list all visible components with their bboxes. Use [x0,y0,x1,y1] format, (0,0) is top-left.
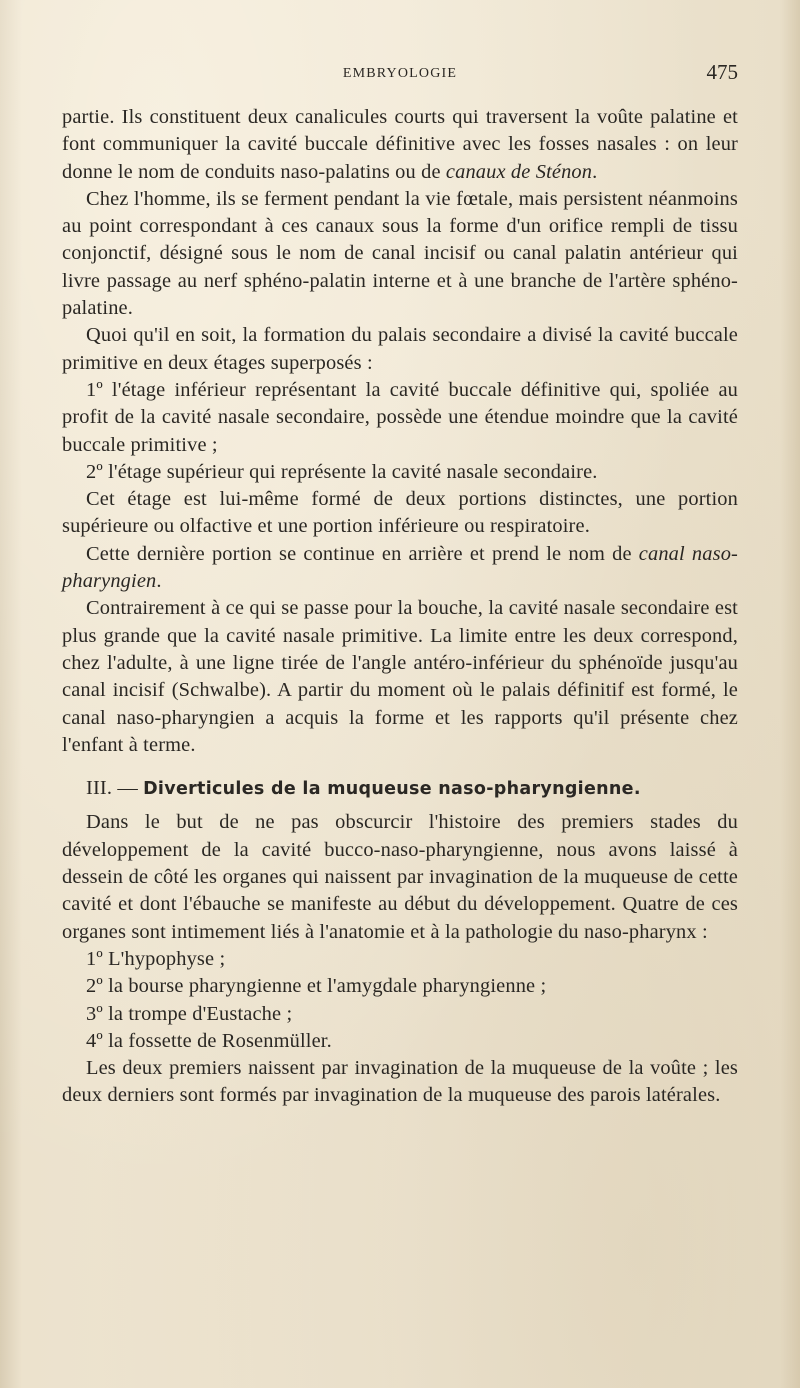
paragraph-5: 2º l'étage supérieur qui représente la cavité nasale secondaire. [86,460,598,483]
paragraph-7-end: . [156,570,162,593]
paragraph-1-text: partie. Ils constituent deux canalicules courts qui traversent la voûte palatine et font communiquer la cavité buccale définitive avec les fosses nasales : on leur donne le nom de conduits naso-palatins ou de [62,106,738,183]
list-item: 1º L'hypophyse ; [86,947,226,970]
body-text [62,104,738,1110]
paragraph-7-text: Cette dernière portion se continue en arrière et prend le nom de [86,542,639,565]
page-header [62,60,738,90]
section-number: III. — [86,777,138,800]
paragraph-2: Chez l'homme, ils se ferment pendant la vie fœtale, mais persistent néanmoins au point correspondant à ces canaux sous la forme d'un orifice rempli de tissu conjonctif, désigné sous le nom de canal incisif ou canal palatin antérieur qui livre passage au nerf sphéno-palatin interne et à une branche de l'artère sphéno-palatine. [62,187,738,320]
paragraph-3: Quoi qu'il en soit, la formation du palais secondaire a divisé la cavité buccale primitive en deux étages superposés : [62,324,738,374]
section-intro-paragraph: Dans le but de ne pas obscurcir l'histoire des premiers stades du développement de la cavité bucco-naso-pharyngienne, nous avons laissé à dessein de côté les organes qui naissent par invagination de la muqueuse de cette cavité et dont l'ébauche se manifeste au début du développement. Quatre de ces organes sont intimement liés à l'anatomie et à la pathologie du naso-pharynx : [62,811,738,943]
paragraph-1-end: . [592,160,598,183]
paragraph-4: 1º l'étage inférieur représentant la cavité buccale définitive qui, spoliée au profit de la cavité nasale secondaire, possède une étendue moindre que la cavité buccale primitive ; [62,378,738,456]
paragraph-8: Contrairement à ce qui se passe pour la bouche, la cavité nasale secondaire est plus grande que la cavité nasale primitive. La limite entre les deux correspond, chez l'adulte, à une ligne tirée de l'angle antéro-inférieur du sphénoïde jusqu'au canal incisif (Schwalbe). A partir du moment où le palais définitif est formé, le canal naso-pharyngien a acquis la forme et les rapports qu'il présente chez l'enfant à terme. [62,597,738,756]
section-closing-paragraph: Les deux premiers naissent par invagination de la muqueuse de la voûte ; les deux derniers sont formés par invagination de la muqueuse des parois latérales. [62,1057,738,1107]
paragraph-1-emphasis: canaux de Sténon [445,160,593,183]
list-item: 3º la trompe d'Eustache ; [86,1002,293,1025]
paragraph-7-emphasis: canal naso-pharyngien [62,542,738,593]
paragraph-1 [62,104,738,186]
paragraph-7 [62,541,738,596]
list-item: 2º la bourse pharyngienne et l'amygdale pharyngienne ; [86,975,547,998]
running-head: EMBRYOLOGIE [342,66,458,81]
section-title: Diverticules de la muqueuse naso-pharyngienne. [143,779,641,800]
list-item: 4º la fossette de Rosenmüller. [86,1029,332,1052]
section-heading [62,775,738,803]
paragraph-6: Cet étage est lui-même formé de deux portions distinctes, une portion supérieure ou olfactive et une portion inférieure ou respiratoire. [62,488,738,538]
page-number: 475 [706,60,738,84]
